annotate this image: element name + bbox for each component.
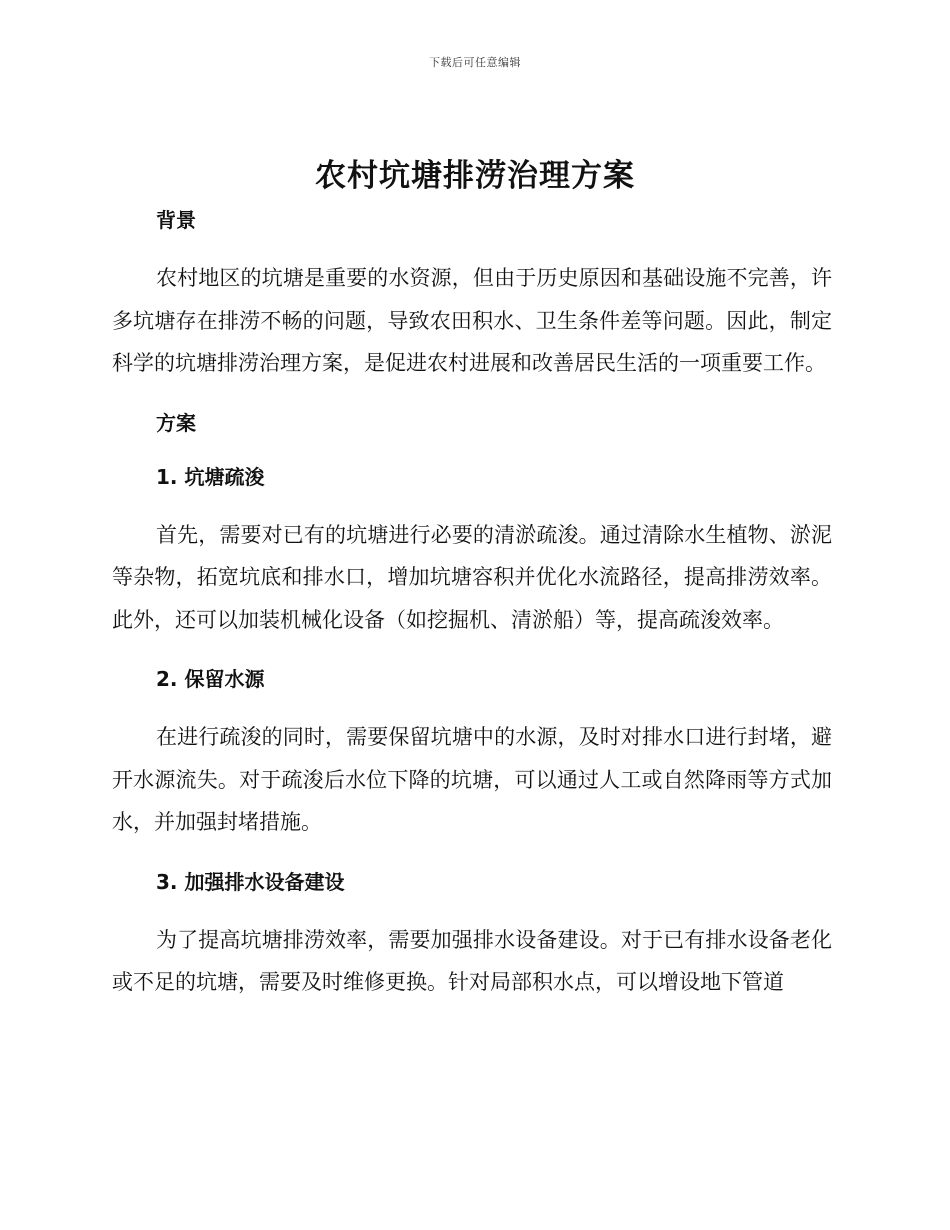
document-body (112, 200, 832, 1004)
header-note: 下载后可任意编辑 (429, 56, 521, 69)
document-title: 农村坑塘排涝治理方案 (315, 158, 635, 194)
paragraph-background: 农村地区的坑塘是重要的水资源，但由于历史原因和基础设施不完善，许多坑塘存在排涝不畅的问题，导致农田积水、卫生条件差等问题。因此，制定科学的坑塘排涝治理方案，是促进农村进展和改善居民生活的一项重要工作。 (112, 266, 832, 375)
paragraph-item1: 首先，需要对已有的坑塘进行必要的清淤疏浚。通过清除水生植物、淤泥等杂物，拓宽坑底和排水口，增加坑塘容积并优化水流路径，提高排涝效率。此外，还可以加装机械化设备（如挖掘机、清淤船）等，提高疏浚效率。 (112, 522, 832, 632)
paragraph-item2: 在进行疏浚的同时，需要保留坑塘中的水源，及时对排水口进行封堵，避开水源流失。对于疏浚后水位下降的坑塘，可以通过人工或自然降雨等方式加水，并加强封堵措施。 (112, 725, 832, 834)
section-heading-item2: 2. 保留水源 (156, 667, 265, 691)
section-heading-item3: 3. 加强排水设备建设 (156, 869, 345, 894)
section-heading-item1: 1. 坑塘疏浚 (156, 464, 265, 489)
section-heading-plan: 方案 (156, 410, 196, 435)
section-heading-background: 背景 (156, 208, 196, 232)
paragraph-item3: 为了提高坑塘排涝效率，需要加强排水设备建设。对于已有排水设备老化或不足的坑塘，需要及时维修更换。针对局部积水点，可以增设地下管道 (112, 927, 832, 994)
